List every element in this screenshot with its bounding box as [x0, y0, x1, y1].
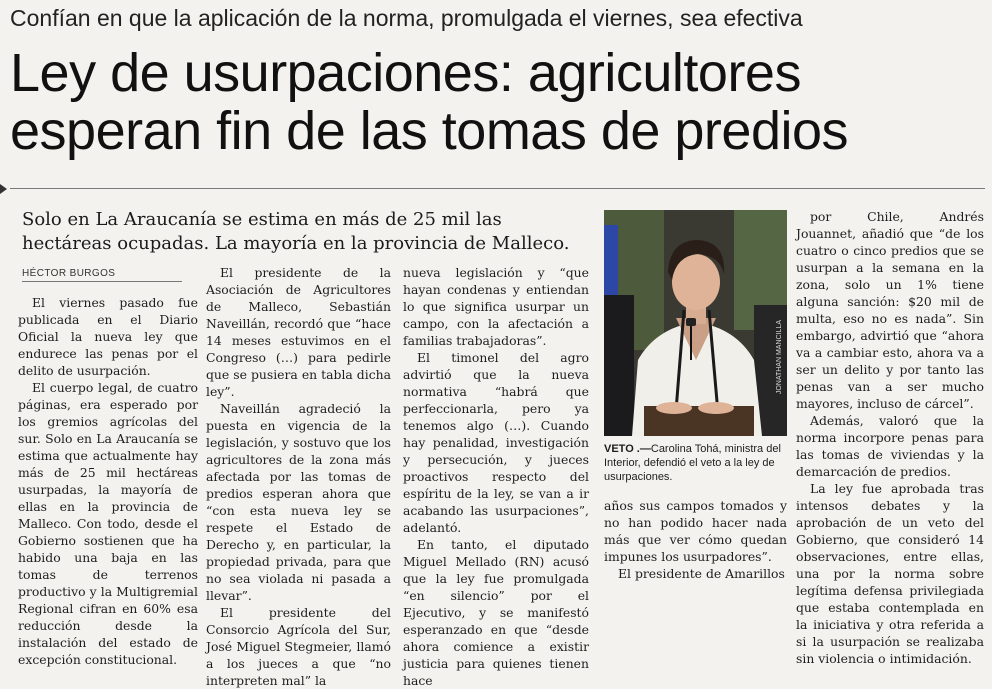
caption-lead: VETO .— — [604, 443, 651, 455]
paragraph: nueva legislación y “que hayan condenas y entiendan lo que significa usurpar un campo, con la afectación a familias trabajadoras”. — [403, 265, 589, 348]
paragraph: La ley fue aprobada tras intensos debates y la aprobación de un veto del Gobierno, que consideró 14 observaciones, entre ellas, una por la norma sobre legítima defensa privilegiada que estaba contemplada en la iniciativa y otra referida a si la usurpación se realizaba sin violencia o intimidación. — [796, 481, 984, 666]
article-column-2 — [206, 264, 391, 689]
photo-illustration — [604, 210, 787, 436]
paragraph: El presidente del Consorcio Agrícola del Sur, José Miguel Stegmeier, llamó a los jueces a que “no interpreten mal” la — [206, 605, 391, 688]
news-photo — [604, 210, 787, 436]
paragraph: El timonel del agro advirtió que la nueva normativa “habrá que perfeccionarla, pero ya tenemos algo (…). Cuando hay penalidad, investigación y persecución, y jueces proactivos respecto del espíritu de la ley, se van a ir acabando las usurpaciones”, adelantó. — [403, 350, 589, 535]
paragraph: El presidente de Amarillos — [618, 566, 785, 581]
photo-credit: JONATHAN MANCILLA — [776, 320, 783, 395]
headline-line-2: esperan fin de las tomas de predios — [10, 101, 849, 161]
paragraph: El presidente de la Asociación de Agricultores de Malleco, Sebastián Naveillán, recordó que “hace 14 meses estuvimos en el Congreso (…) para pedirle que se pusiera en tabla dicha ley”. — [206, 265, 391, 399]
divider-rule — [10, 188, 985, 189]
paragraph: por Chile, Andrés Jouannet, añadió que “de los cuatro o cinco predios que se usurpan a la semana en la zona, solo un 1% tiene alguna sanción: $20 mil de multa, eso no es nada”. Sin embargo, advirtió que “ahora va a cambiar esto, ahora va a ser un delito y por tanto las penas van a ser mucho mayores, incluso de cárcel”. — [796, 209, 984, 411]
article-column-5 — [796, 208, 984, 667]
headline — [10, 44, 985, 160]
caption-text: Carolina Tohá, ministra del Interior, defendió el veto a la ley de usurpaciones. — [604, 443, 781, 483]
kicker: Confían en que la aplicación de la norma, promulgada el viernes, sea efectiva — [10, 5, 803, 31]
paragraph: El viernes pasado fue publicada en el Diario Oficial la nueva ley que endurece las penas por el delito de usurpación. — [18, 295, 198, 378]
section-marker — [0, 184, 7, 194]
headline-line-1: Ley de usurpaciones: agricultores — [10, 43, 801, 103]
paragraph: En tanto, el diputado Miguel Mellado (RN) acusó que la ley fue promulgada “en silencio” por el Ejecutivo, y se manifestó esperanzado en que “desde ahora comience a existir justicia para quienes tienen hace — [403, 537, 589, 688]
paragraph: El cuerpo legal, de cuatro páginas, era esperado por los gremios agrícolas del sur. Solo en La Araucanía se estima que actualmente hay más de 25 mil hectáreas usurpadas, la mayoría de ellas en la provincia de Malleco. Con todo, desde el Gobierno sostienen que ha habido una baja en las tomas de terrenos productivo y la Multigremial Regional cifran en 60% esa reducción desde la instalación del estado de excepción constitucional. — [18, 380, 198, 667]
article-column-1 — [18, 294, 198, 668]
article-column-4 — [604, 497, 787, 582]
article-column-3 — [403, 264, 589, 689]
paragraph: Además, valoró que la norma incorpore penas para las tomas de viviendas y la demarcación de predios. — [796, 413, 984, 479]
photo-caption — [604, 442, 787, 484]
paragraph: años sus campos tomados y no han podido hacer nada más que ver cómo quedan impunes los usurpadores”. — [604, 498, 787, 564]
deck: Solo en La Araucanía se estima en más de 25 mil las hectáreas ocupadas. La mayoría en la provincia de Malleco. — [22, 209, 570, 254]
paragraph: Naveillán agradeció la puesta en vigencia de la legislación, y sostuvo que los agricultores de la zona más afectada por las tomas de predios esperan ahora que “con esta nueva ley se respete el Estado de Derecho y, en particular, la propiedad privada, para que no sea violada ni pasada a llevar”. — [206, 401, 391, 603]
byline: HÉCTOR BURGOS — [22, 268, 182, 282]
